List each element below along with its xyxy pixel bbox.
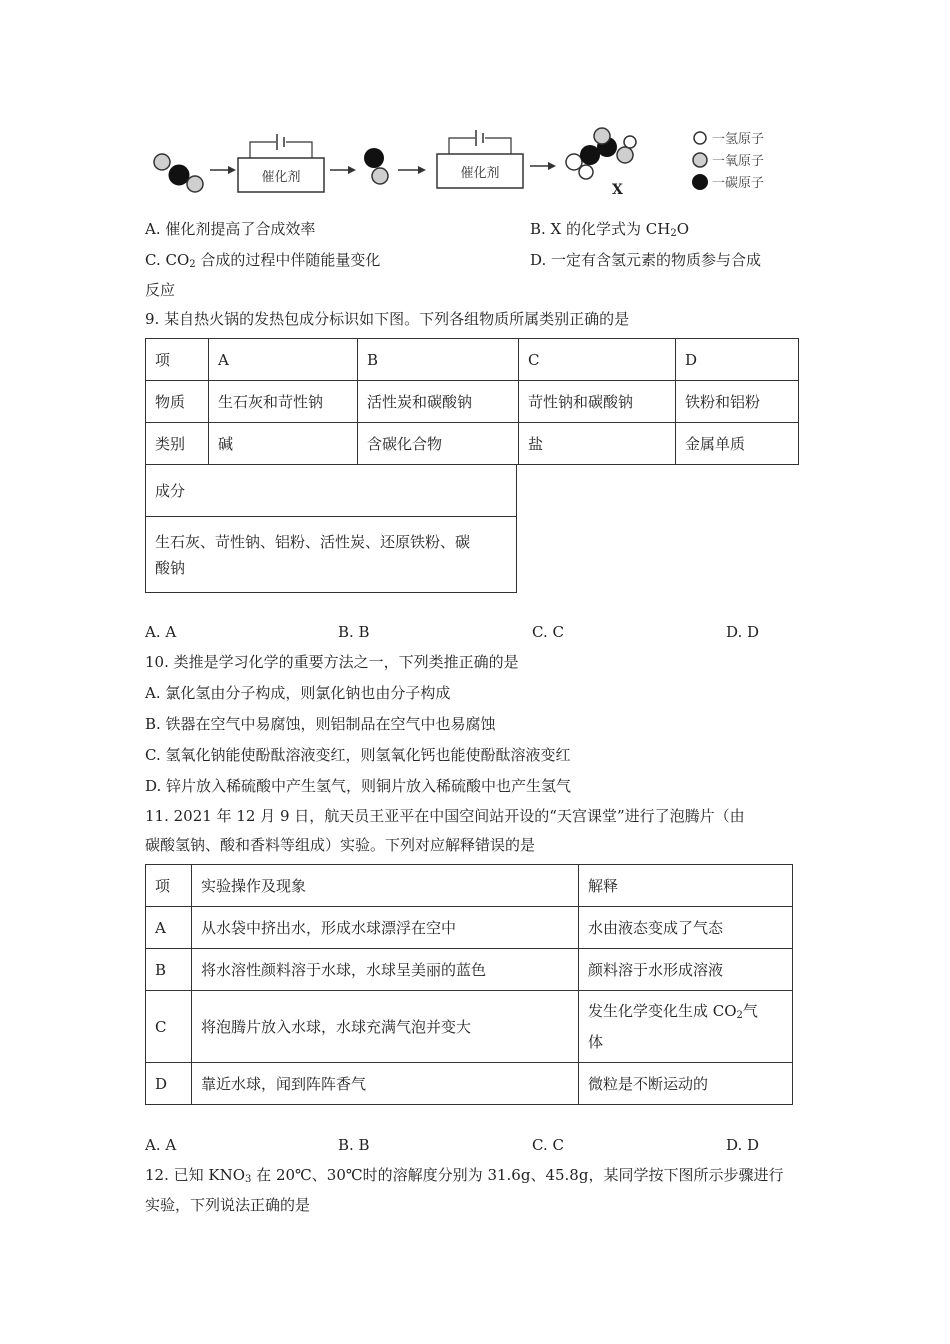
table-cell: 物质 (146, 381, 209, 423)
table-row (146, 907, 793, 949)
table-cell: 实验操作及现象 (192, 865, 579, 907)
q10-option-b: B. 铁器在空气中易腐蚀，则铝制品在空气中也易腐蚀 (145, 715, 496, 733)
q10-option-d: D. 锌片放入稀硫酸中产生氢气，则铜片放入稀硫酸中也产生氢气 (145, 777, 572, 795)
q9-option-c: C. C (532, 623, 564, 641)
table-cell: 将泡腾片放入水球，水球充满气泡并变大 (192, 991, 579, 1063)
q11-option-c: C. C (532, 1136, 564, 1154)
q11-table (145, 864, 793, 1105)
q8-option-d-cont: 反应 (145, 281, 176, 299)
q11-option-a: A. A (145, 1136, 177, 1154)
legend (692, 132, 764, 191)
table-cell: 从水袋中挤出水，形成水球漂浮在空中 (192, 907, 579, 949)
q8-option-d: D. 一定有含氢元素的物质参与合成 (530, 251, 762, 269)
table-cell: 将水溶性颜料溶于水球，水球呈美丽的蓝色 (192, 949, 579, 991)
table-cell: 生石灰和苛性钠 (209, 381, 358, 423)
legend-oxygen: 一氧原子 (712, 154, 765, 169)
table-cell: 铁粉和铝粉 (676, 381, 799, 423)
table-cell: 水由液态变成了气态 (579, 907, 793, 949)
table-cell: 项 (146, 339, 209, 381)
table-cell: 苛性钠和碳酸钠 (519, 381, 676, 423)
table-cell: C (519, 339, 676, 381)
table-row (146, 339, 799, 381)
legend-hydrogen: 一氢原子 (712, 132, 765, 147)
q12-stem-line1: 12. 已知 $KNO_3$ 在 20℃、30℃时的溶解度分别为 31.6g、45.8g，某同学按下图所示步骤进行 (145, 1166, 784, 1185)
q8-option-a: A. 催化剂提高了合成效率 (145, 220, 316, 238)
q10-stem: 10. 类推是学习化学的重要方法之一，下列类推正确的是 (145, 653, 519, 671)
table-cell: B (146, 949, 192, 991)
table-row (146, 381, 799, 423)
table-row (146, 991, 793, 1063)
table-cell: A (209, 339, 358, 381)
table-cell: 靠近水球，闻到阵阵香气 (192, 1063, 579, 1105)
q9-option-a: A. A (145, 623, 177, 641)
catalyst-label-1: 催化剂 (261, 170, 301, 185)
product-label: X (612, 182, 623, 198)
table-row (146, 949, 793, 991)
ingredients-list: 生石灰、苛性钠、铝粉、活性炭、还原铁粉、碳 酸钠 (146, 517, 517, 593)
table-cell: 盐 (519, 423, 676, 465)
q9-option-d: D. D (726, 623, 760, 641)
q12-stem-line2: 实验，下列说法正确的是 (145, 1196, 311, 1214)
q11-stem-line1: 11. 2021 年 12 月 9 日，航天员王亚平在中国空间站开设的“天宫课堂”进行了泡腾片（由 (145, 807, 745, 825)
q9-ingredients-box (145, 464, 517, 593)
table-row (146, 1063, 793, 1105)
ingredients-title: 成分 (146, 465, 517, 517)
table-cell: D (676, 339, 799, 381)
q9-option-b: B. B (338, 623, 370, 641)
table-cell: 项 (146, 865, 192, 907)
legend-carbon: 一碳原子 (712, 176, 765, 191)
table-cell: C (146, 991, 192, 1063)
table-cell: 含碳化合物 (358, 423, 519, 465)
molecule-product (566, 128, 636, 179)
q11-stem-line2: 碳酸氢钠、酸和香料等组成）实验。下列对应解释错误的是 (145, 836, 536, 854)
table-cell: 微粒是不断运动的 (579, 1063, 793, 1105)
table-cell: B (358, 339, 519, 381)
q8-option-b: B. X 的化学式为 $CH_2O$ (530, 220, 690, 239)
table-cell: 碱 (209, 423, 358, 465)
table-cell: 解释 (579, 865, 793, 907)
table-cell: 类别 (146, 423, 209, 465)
table-cell: 颜料溶于水形成溶液 (579, 949, 793, 991)
table-cell: A (146, 907, 192, 949)
reaction-diagram (150, 120, 810, 200)
q9-table (145, 338, 799, 465)
q9-stem: 9. 某自热火锅的发热包成分标识如下图。下列各组物质所属类别正确的是 (145, 310, 630, 328)
q10-option-c: C. 氢氧化钠能使酚酞溶液变红，则氢氧化钙也能使酚酞溶液变红 (145, 746, 571, 764)
catalyst-label-2: 催化剂 (460, 166, 500, 181)
table-cell: D (146, 1063, 192, 1105)
table-row (146, 865, 793, 907)
q8-option-c: C. $CO_2$ 合成的过程中伴随能量变化 (145, 251, 381, 270)
table-row (146, 423, 799, 465)
q10-option-a: A. 氯化氢由分子构成，则氯化钠也由分子构成 (145, 684, 451, 702)
q11-option-b: B. B (338, 1136, 370, 1154)
molecule-reactant (154, 154, 203, 192)
q11-option-d: D. D (726, 1136, 760, 1154)
table-cell: 活性炭和碳酸钠 (358, 381, 519, 423)
molecule-intermediate (364, 148, 388, 184)
table-cell: 金属单质 (676, 423, 799, 465)
table-cell: 发生化学变化生成 $CO_2$气 体 (579, 991, 793, 1063)
